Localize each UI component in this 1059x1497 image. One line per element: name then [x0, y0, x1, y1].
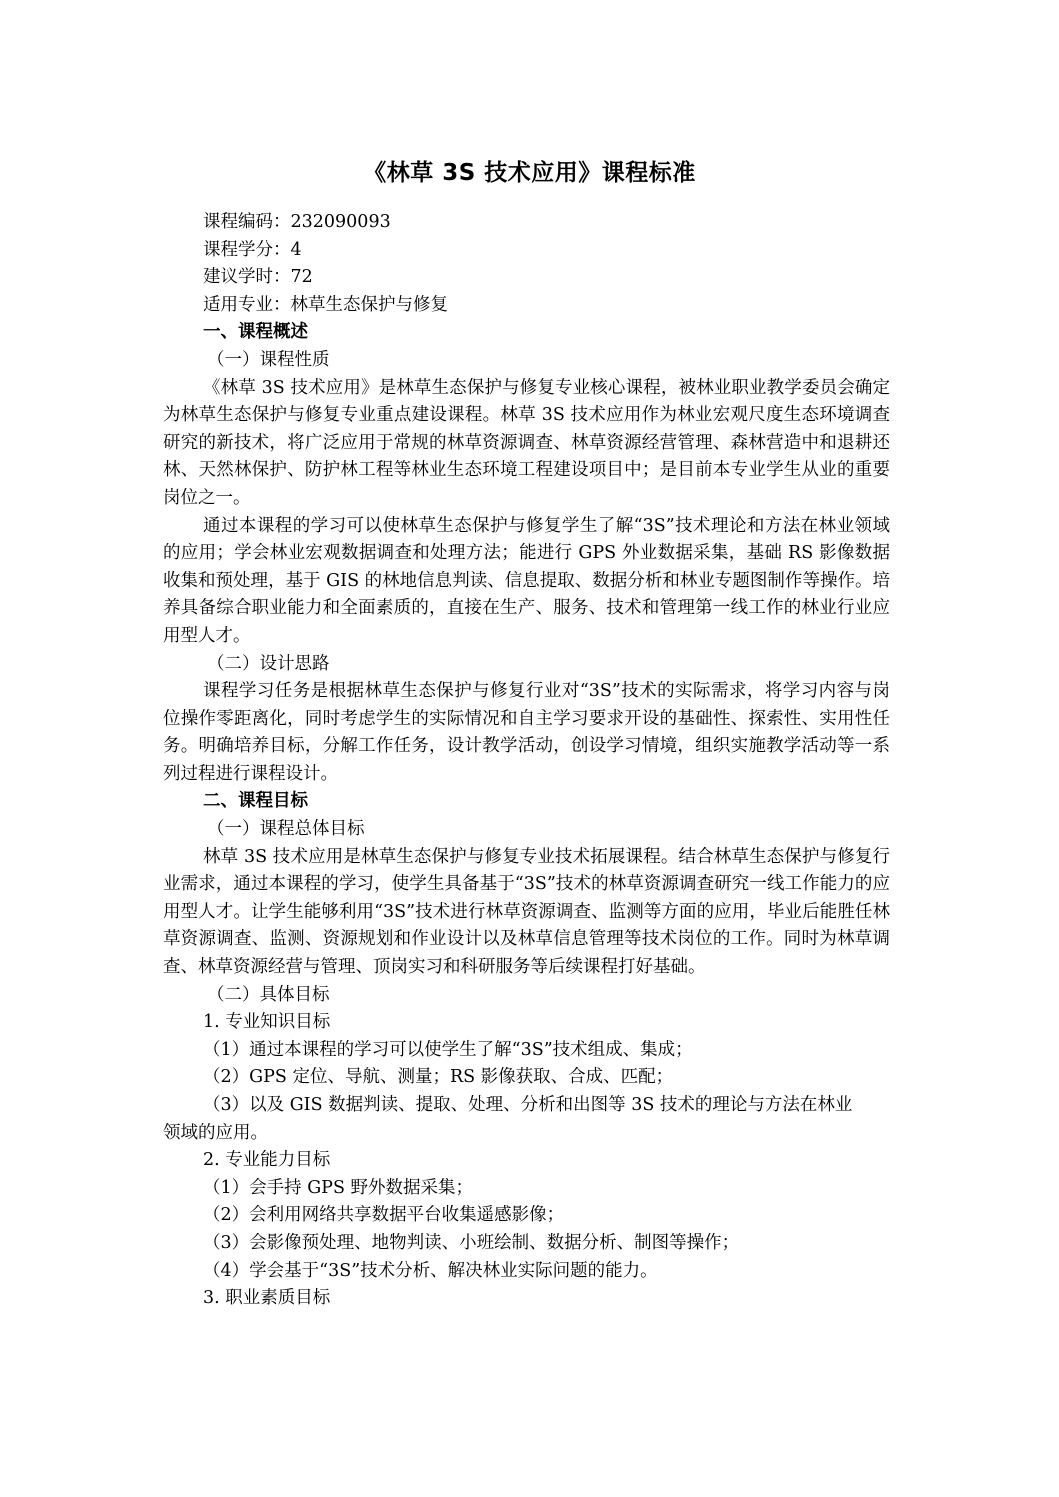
knowledge-objective-item: （2）GPS 定位、导航、测量；RS 影像获取、合成、匹配；: [203, 1067, 674, 1088]
section-heading-overview: 一、课程概述: [203, 322, 308, 343]
section-heading-objectives: 二、课程目标: [203, 791, 308, 812]
quality-objective-title: 3. 职业素质目标: [203, 1288, 331, 1309]
course-hours: 建议学时：72: [203, 267, 313, 288]
paragraph-design-idea: 课程学习任务是根据林草生态保护与修复行业对“3S”技术的实际需求，将学习内容与岗位操作零距离化，同时考虑学生的实际情况和自主学习要求开设的基础性、探索性、实用性任务。明确培养目标，分解工作任务，设计教学活动，创设学习情境，组织实施教学活动等一系列过程进行课程设计。: [163, 681, 890, 784]
ability-objective-item: （4）学会基于“3S”技术分析、解决林业实际问题的能力。: [203, 1260, 658, 1281]
subsection-course-nature: （一）课程性质: [207, 349, 330, 370]
paragraph-course-learning: 通过本课程的学习可以使林草生态保护与修复学生了解“3S”技术理论和方法在林业领域的应用；学会林业宏观数据调查和处理方法；能进行 GPS 外业数据采集，基础 RS 影像数据收集和预处理，基于 GIS 的林地信息判读、信息提取、数据分析和林业专题图制作等操作。培养具备综合职业能力和全面素质的，直接在生产、服务、技术和管理第一线工作的林业行业应用型人才。: [163, 515, 890, 646]
subsection-overall-objective: （一）课程总体目标: [207, 819, 365, 840]
paragraph-course-nature: 《林草 3S 技术应用》是林草生态保护与修复专业核心课程，被林业职业教学委员会确定为林草生态保护与修复专业重点建设课程。林草 3S 技术应用作为林业宏观尺度生态环境调查研究的新技术，将广泛应用于常规的林草资源调查、林草资源经营管理、森林营造中和退耕还林、天然林保护、防护林工程等林业生态环境工程建设项目中；是目前本专业学生从业的重要岗位之一。: [163, 377, 890, 508]
ability-objective-item: （2）会利用网络共享数据平台收集遥感影像；: [203, 1205, 565, 1226]
ability-objective-item: （1）会手持 GPS 野外数据采集；: [203, 1177, 474, 1198]
knowledge-objective-item-continued: 领域的应用。: [163, 1122, 268, 1143]
subsection-design-idea: （二）设计思路: [207, 653, 330, 674]
ability-objective-title: 2. 专业能力目标: [203, 1150, 331, 1171]
ability-objective-item: （3）会影像预处理、地物判读、小班绘制、数据分析、制图等操作；: [203, 1232, 740, 1253]
course-code: 课程编码：232090093: [203, 212, 391, 232]
page-title: 《林草 3S 技术应用》课程标准: [363, 160, 696, 186]
paragraph-overall-objective: 林草 3S 技术应用是林草生态保护与修复专业技术拓展课程。结合林草生态保护与修复行业需求，通过本课程的学习，使学生具备基于“3S”技术的林草资源调查研究一线工作能力的应用型人才。让学生能够利用“3S”技术进行林草资源调查、监测等方面的应用，毕业后能胜任林草资源调查、监测、资源规划和作业设计以及林草信息管理等技术岗位的工作。同时为林草调查、林草资源经营与管理、顶岗实习和科研服务等后续课程打好基础。: [163, 846, 890, 978]
knowledge-objective-item: （3）以及 GIS 数据判读、提取、处理、分析和出图等 3S 技术的理论与方法在林业: [203, 1095, 853, 1115]
subsection-specific-objectives: （二）具体目标: [207, 984, 330, 1005]
knowledge-objective-item: （1）通过本课程的学习可以使学生了解“3S”技术组成、集成；: [203, 1039, 693, 1060]
knowledge-objective-title: 1. 专业知识目标: [203, 1012, 331, 1033]
course-major: 适用专业：林草生态保护与修复: [203, 294, 448, 315]
course-credit: 课程学分：4: [203, 239, 302, 260]
document-body: [163, 209, 890, 1313]
